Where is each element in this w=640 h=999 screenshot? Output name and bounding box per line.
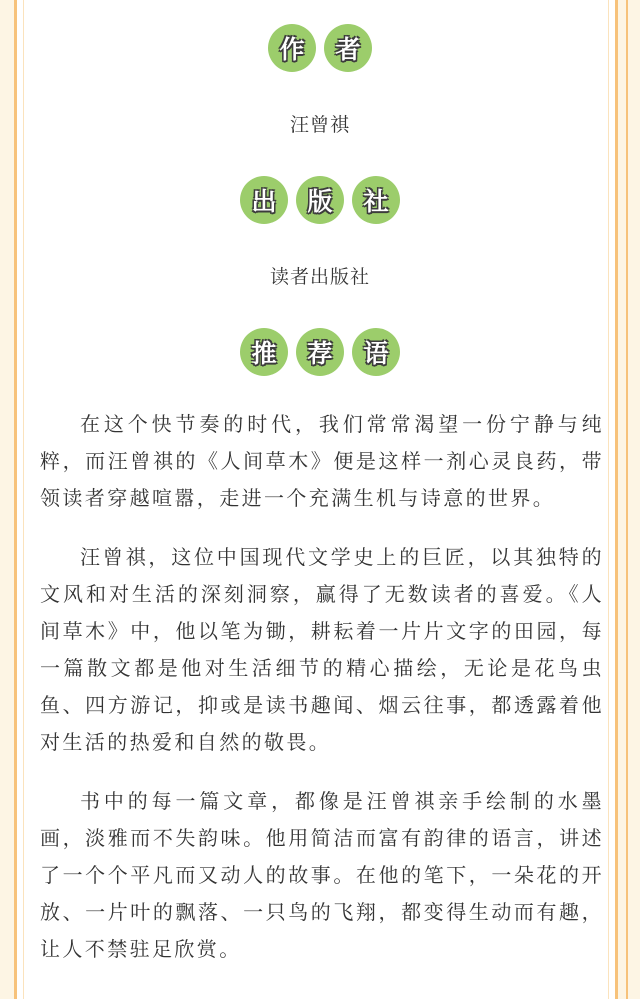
recommend-paragraph: 在这个快节奏的时代，我们常常渴望一份宁静与纯粹，而汪曾祺的《人间草木》便是这样一剂心灵良药，带领读者穿越喧嚣，走进一个充满生机与诗意的世界。 xyxy=(40,412,604,510)
author-name: 汪曾祺 xyxy=(289,114,350,136)
heading-char-circle: 语 xyxy=(352,328,400,376)
heading-char-circle: 荐 xyxy=(296,328,344,376)
heading-char-circle: 推 xyxy=(240,328,288,376)
heading-char-circle: 版 xyxy=(296,176,344,224)
recommend-paragraph: 书中的每一篇文章，都像是汪曾祺亲手绘制的水墨画，淡雅而不失韵味。他用简洁而富有韵律的语言，讲述了一个个平凡而又动人的故事。在他的笔下，一朵花的开放、一片叶的飘落、一只鸟的飞翔，都变得生动而有趣，让人不禁驻足欣赏。 xyxy=(40,789,604,961)
publisher-heading xyxy=(0,176,640,224)
publisher-name: 读者出版社 xyxy=(269,266,370,288)
recommend-heading xyxy=(0,328,640,376)
heading-char-circle: 社 xyxy=(352,176,400,224)
frame-edge xyxy=(626,0,628,999)
heading-char-circle: 出 xyxy=(240,176,288,224)
author-heading xyxy=(0,24,640,72)
heading-char-circle: 作 xyxy=(268,24,316,72)
recommend-paragraph: 汪曾祺，这位中国现代文学史上的巨匠，以其独特的文风和对生活的深刻洞察，赢得了无数读者的喜爱。《人间草木》中，他以笔为锄，耕耘着一片片文字的田园，每一篇散文都是他对生活细节的精心描绘，无论是花鸟虫鱼、四方游记，抑或是读书趣闻、烟云往事，都透露着他对生活的热爱和自然的敬畏。 xyxy=(40,545,604,754)
heading-char-circle: 者 xyxy=(324,24,372,72)
